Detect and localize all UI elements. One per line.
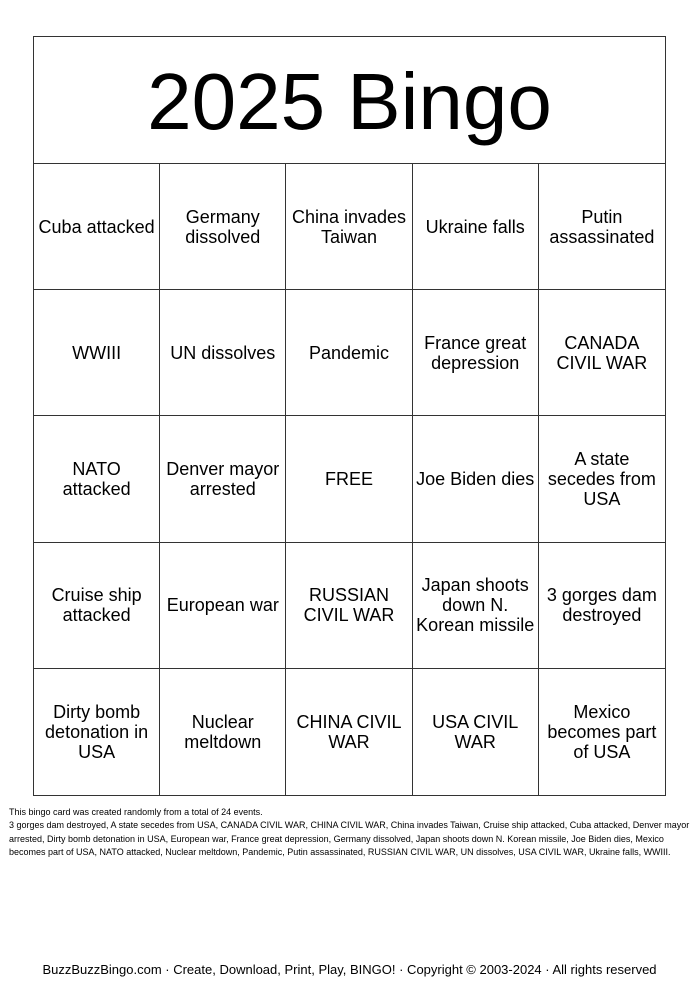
bingo-cell: Putin assassinated (539, 164, 665, 290)
info-event-list: 3 gorges dam destroyed, A state secedes from USA, CANADA CIVIL WAR, CHINA CIVIL WAR, China invades Taiwan, Cruise ship attacked, Cuba attacked, Denver mayor arrested, Dirty bomb detonation in USA, European war, France great depression, Germany dissolved, Japan shoots down N. Korean missile, Joe Biden dies, Mexico becomes part of USA, NATO attacked, Nuclear meltdown, Pandemic, Putin assassinated, RUSSIAN CIVIL WAR, UN dissolves, USA CIVIL WAR, Ukraine falls, WWIII. (9, 820, 690, 857)
bingo-cell: Joe Biden dies (413, 416, 539, 542)
bingo-cell: European war (160, 543, 286, 669)
bingo-cell: China invades Taiwan (286, 164, 412, 290)
bingo-cell: WWIII (34, 290, 160, 416)
bingo-cell: A state secedes from USA (539, 416, 665, 542)
bingo-cell: Pandemic (286, 290, 412, 416)
bingo-cell: FREE (286, 416, 412, 542)
title-row (34, 37, 665, 164)
bingo-cell: RUSSIAN CIVIL WAR (286, 543, 412, 669)
footer-copyright: BuzzBuzzBingo.com · Create, Download, Print, Play, BINGO! · Copyright © 2003-2024 · All rights reserved (42, 962, 657, 977)
bingo-cell: France great depression (413, 290, 539, 416)
bingo-cell: Ukraine falls (413, 164, 539, 290)
bingo-cell: NATO attacked (34, 416, 160, 542)
bingo-cell: Cruise ship attacked (34, 543, 160, 669)
bingo-cell: Germany dissolved (160, 164, 286, 290)
bingo-grid (34, 164, 665, 795)
bingo-cell: Nuclear meltdown (160, 669, 286, 795)
bingo-cell: USA CIVIL WAR (413, 669, 539, 795)
bingo-cell: 3 gorges dam destroyed (539, 543, 665, 669)
bingo-cell: Cuba attacked (34, 164, 160, 290)
bingo-cell: Mexico becomes part of USA (547, 701, 657, 762)
bingo-cell: Japan shoots down N. Korean missile (413, 543, 539, 669)
info-summary: This bingo card was created randomly from a total of 24 events. (9, 807, 263, 817)
bingo-cell: CANADA CIVIL WAR (539, 290, 665, 416)
bingo-cell: CHINA CIVIL WAR (286, 669, 412, 795)
card-info (9, 806, 693, 859)
bingo-cell: UN dissolves (160, 290, 286, 416)
bingo-cell: Denver mayor arrested (160, 416, 286, 542)
bingo-card (33, 36, 666, 796)
card-title: 2025 Bingo (147, 57, 552, 146)
bingo-cell: Dirty bomb detonation in USA (34, 669, 160, 795)
